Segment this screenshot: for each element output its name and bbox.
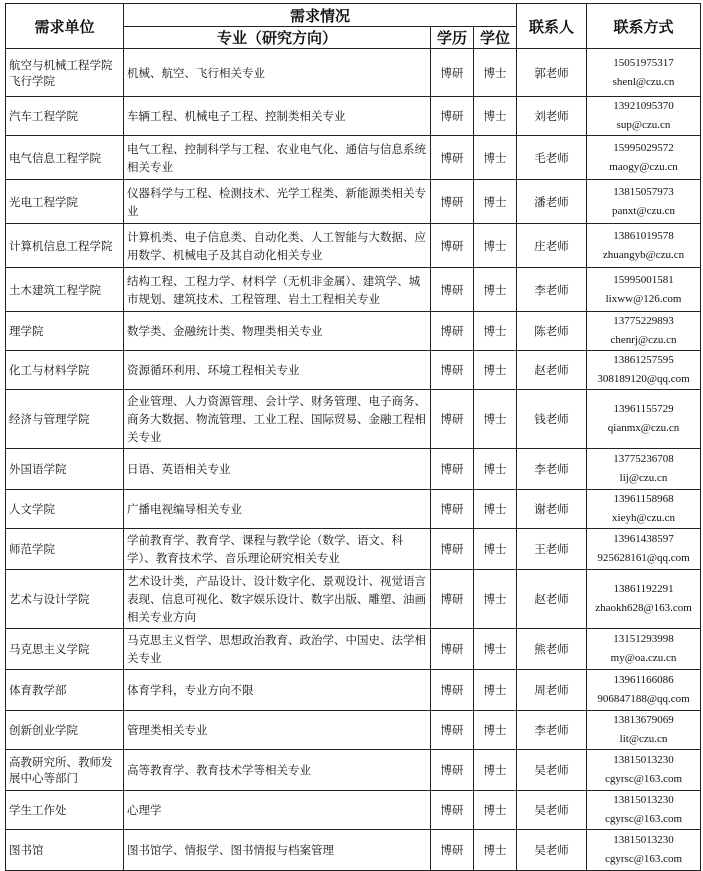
email-address: maogy@czu.cn: [609, 160, 678, 173]
degree-cell: 博士: [474, 224, 517, 268]
major-cell: 企业管理、人力资源管理、会计学、财务管理、电子商务、商务大数据、物流管理、工业工程、国际贸易、金融工程相关专业: [124, 390, 431, 449]
contact-cell: 潘老师: [517, 180, 587, 224]
major-cell: 电气工程、控制科学与工程、农业电气化、通信与信息系统相关专业: [124, 136, 431, 180]
phone-number: 13861257595: [613, 354, 674, 366]
email-address: 906847188@qq.com: [597, 693, 690, 705]
table-row: [6, 570, 701, 629]
unit-cell: 理学院: [6, 312, 124, 351]
edu-cell: 博研: [431, 351, 474, 390]
contact-method-cell: [587, 180, 701, 224]
email-address: chenrj@czu.cn: [610, 334, 677, 346]
degree-cell: 博士: [474, 351, 517, 390]
edu-cell: 博研: [431, 268, 474, 312]
phone-number: 13775236708: [613, 453, 674, 465]
phone-number: 13813679069: [613, 714, 674, 726]
table-row: [6, 268, 701, 312]
table-row: [6, 180, 701, 224]
header-contact: 联系人: [517, 4, 587, 49]
phone-number: 13961158968: [613, 493, 674, 505]
major-cell: 资源循环利用、环境工程相关专业: [124, 351, 431, 390]
email-address: qianmx@czu.cn: [607, 422, 680, 434]
recruitment-table: [5, 3, 701, 871]
table-row: [6, 390, 701, 449]
degree-cell: 博士: [474, 750, 517, 791]
contact-cell: 王老师: [517, 529, 587, 570]
table-row: [6, 670, 701, 711]
degree-cell: 博士: [474, 791, 517, 830]
contact-method-cell: [587, 490, 701, 529]
table-row: [6, 529, 701, 570]
edu-cell: 博研: [431, 180, 474, 224]
email-address: lit@czu.cn: [619, 733, 668, 745]
degree-cell: 博士: [474, 711, 517, 750]
contact-cell: 李老师: [517, 268, 587, 312]
phone-number: 13961166086: [613, 674, 674, 686]
phone-number: 13815013230: [613, 754, 674, 766]
phone-number: 15995029572: [613, 141, 674, 154]
email-address: cgyrsc@163.com: [605, 773, 683, 785]
major-cell: 管理类相关专业: [124, 711, 431, 750]
edu-cell: 博研: [431, 390, 474, 449]
phone-number: 13151293998: [613, 633, 674, 645]
major-cell: 仪器科学与工程、检测技术、光学工程类、新能源类相关专业: [124, 180, 431, 224]
edu-cell: 博研: [431, 830, 474, 871]
major-cell: 学前教育学、教育学、课程与教学论（数学、语文、科学）、教育技术学、音乐理论研究相关专业: [124, 529, 431, 570]
edu-cell: 博研: [431, 629, 474, 670]
unit-cell: 创新创业学院: [6, 711, 124, 750]
degree-cell: 博士: [474, 97, 517, 136]
table-row: [6, 449, 701, 490]
header-degree: 学位: [474, 27, 517, 49]
email-address: my@oa.czu.cn: [610, 652, 677, 664]
major-cell: 马克思主义哲学、思想政治教育、政治学、中国史、法学相关专业: [124, 629, 431, 670]
contact-method-cell: [587, 224, 701, 268]
phone-number: 13815013230: [613, 794, 674, 806]
major-cell: 机械、航空、飞行相关专业: [124, 49, 431, 97]
unit-cell: 图书馆: [6, 830, 124, 871]
degree-cell: 博士: [474, 312, 517, 351]
edu-cell: 博研: [431, 670, 474, 711]
edu-cell: 博研: [431, 750, 474, 791]
table-row: [6, 830, 701, 871]
contact-cell: 谢老师: [517, 490, 587, 529]
major-cell: 车辆工程、机械电子工程、控制类相关专业: [124, 97, 431, 136]
degree-cell: 博士: [474, 490, 517, 529]
contact-cell: 毛老师: [517, 136, 587, 180]
contact-cell: 钱老师: [517, 390, 587, 449]
unit-cell: 马克思主义学院: [6, 629, 124, 670]
table-row: [6, 136, 701, 180]
email-address: 308189120@qq.com: [597, 373, 690, 385]
unit-cell: 学生工作处: [6, 791, 124, 830]
contact-cell: 熊老师: [517, 629, 587, 670]
contact-method-cell: [587, 351, 701, 390]
degree-cell: 博士: [474, 570, 517, 629]
major-cell: 计算机类、电子信息类、自动化类、人工智能与大数据、应用数学、机械电子及其自动化相关专业: [124, 224, 431, 268]
major-cell: 数学类、金融统计类、物理类相关专业: [124, 312, 431, 351]
contact-cell: 周老师: [517, 670, 587, 711]
edu-cell: 博研: [431, 490, 474, 529]
table-row: [6, 312, 701, 351]
contact-method-cell: [587, 268, 701, 312]
table-row: [6, 224, 701, 268]
unit-cell: 汽车工程学院: [6, 97, 124, 136]
phone-number: 13775229893: [613, 315, 674, 327]
edu-cell: 博研: [431, 97, 474, 136]
phone-number: 13861019578: [613, 229, 674, 242]
table-row: [6, 791, 701, 830]
contact-method-cell: [587, 312, 701, 351]
degree-cell: 博士: [474, 49, 517, 97]
contact-method-cell: [587, 49, 701, 97]
major-cell: 高等教育学、教育技术学等相关专业: [124, 750, 431, 791]
unit-cell: 师范学院: [6, 529, 124, 570]
edu-cell: 博研: [431, 312, 474, 351]
phone-number: 13861192291: [613, 583, 674, 595]
contact-cell: 吴老师: [517, 791, 587, 830]
phone-number: 13921095370: [613, 100, 674, 112]
major-cell: 广播电视编导相关专业: [124, 490, 431, 529]
major-cell: 结构工程、工程力学、材料学（无机非金属）、建筑学、城市规划、建筑技术、工程管理、岩土工程相关专业: [124, 268, 431, 312]
degree-cell: 博士: [474, 268, 517, 312]
contact-method-cell: [587, 711, 701, 750]
phone-number: 13961438597: [613, 533, 674, 545]
header-unit: 需求单位: [6, 4, 124, 49]
contact-method-cell: [587, 390, 701, 449]
phone-number: 13815013230: [613, 834, 674, 846]
phone-number: 13815057973: [613, 185, 674, 198]
unit-cell: 计算机信息工程学院: [6, 224, 124, 268]
contact-cell: 吴老师: [517, 750, 587, 791]
degree-cell: 博士: [474, 390, 517, 449]
email-address: lixww@126.com: [605, 292, 682, 305]
email-address: xieyh@czu.cn: [612, 512, 676, 524]
email-address: shenl@czu.cn: [612, 75, 675, 88]
header-edu: 学历: [431, 27, 474, 49]
contact-cell: 李老师: [517, 449, 587, 490]
contact-method-cell: [587, 449, 701, 490]
contact-cell: 庄老师: [517, 224, 587, 268]
contact-method-cell: [587, 529, 701, 570]
contact-method-cell: [587, 97, 701, 136]
table-body: [6, 49, 701, 871]
header-demand: 需求情况: [124, 4, 517, 27]
table-row: [6, 351, 701, 390]
unit-cell: 艺术与设计学院: [6, 570, 124, 629]
edu-cell: 博研: [431, 224, 474, 268]
unit-cell: 体育教学部: [6, 670, 124, 711]
email-address: cgyrsc@163.com: [605, 853, 683, 865]
header-major: 专业（研究方向）: [124, 27, 431, 49]
contact-cell: 赵老师: [517, 351, 587, 390]
edu-cell: 博研: [431, 529, 474, 570]
table-row: [6, 49, 701, 97]
degree-cell: 博士: [474, 180, 517, 224]
edu-cell: 博研: [431, 136, 474, 180]
edu-cell: 博研: [431, 791, 474, 830]
edu-cell: 博研: [431, 49, 474, 97]
email-address: 925628161@qq.com: [597, 552, 690, 564]
major-cell: 图书馆学、情报学、图书情报与档案管理: [124, 830, 431, 871]
unit-cell: 外国语学院: [6, 449, 124, 490]
unit-cell: 电气信息工程学院: [6, 136, 124, 180]
edu-cell: 博研: [431, 570, 474, 629]
contact-method-cell: [587, 136, 701, 180]
degree-cell: 博士: [474, 670, 517, 711]
unit-cell: 化工与材料学院: [6, 351, 124, 390]
contact-method-cell: [587, 670, 701, 711]
contact-cell: 赵老师: [517, 570, 587, 629]
phone-number: 15995001581: [613, 273, 674, 286]
header-method: 联系方式: [587, 4, 701, 49]
contact-cell: 郭老师: [517, 49, 587, 97]
edu-cell: 博研: [431, 711, 474, 750]
degree-cell: 博士: [474, 629, 517, 670]
unit-cell: 光电工程学院: [6, 180, 124, 224]
contact-method-cell: [587, 791, 701, 830]
contact-cell: 陈老师: [517, 312, 587, 351]
contact-method-cell: [587, 830, 701, 871]
degree-cell: 博士: [474, 529, 517, 570]
email-address: lij@czu.cn: [619, 472, 668, 484]
phone-number: 15051975317: [613, 56, 674, 69]
table-row: [6, 629, 701, 670]
email-address: sup@czu.cn: [616, 119, 671, 131]
degree-cell: 博士: [474, 136, 517, 180]
table-row: [6, 750, 701, 791]
table-row: [6, 711, 701, 750]
contact-method-cell: [587, 629, 701, 670]
email-address: cgyrsc@163.com: [605, 813, 683, 825]
contact-cell: 刘老师: [517, 97, 587, 136]
major-cell: 日语、英语相关专业: [124, 449, 431, 490]
unit-cell: 土木建筑工程学院: [6, 268, 124, 312]
unit-cell: 航空与机械工程学院飞行学院: [6, 49, 124, 97]
degree-cell: 博士: [474, 830, 517, 871]
unit-cell: 人文学院: [6, 490, 124, 529]
contact-method-cell: [587, 750, 701, 791]
email-address: zhuangyb@czu.cn: [602, 248, 685, 261]
contact-method-cell: [587, 570, 701, 629]
phone-number: 13961155729: [613, 403, 674, 415]
table-row: [6, 97, 701, 136]
unit-cell: 经济与管理学院: [6, 390, 124, 449]
major-cell: 体育学科，专业方向不限: [124, 670, 431, 711]
unit-cell: 高教研究所、教师发展中心等部门: [6, 750, 124, 791]
major-cell: 心理学: [124, 791, 431, 830]
edu-cell: 博研: [431, 449, 474, 490]
table-row: [6, 490, 701, 529]
degree-cell: 博士: [474, 449, 517, 490]
email-address: zhaokh628@163.com: [595, 602, 692, 614]
email-address: panxt@czu.cn: [612, 204, 676, 217]
contact-cell: 李老师: [517, 711, 587, 750]
contact-cell: 吴老师: [517, 830, 587, 871]
major-cell: 艺术设计类，产品设计、设计数字化、景观设计、视觉语言表现、信息可视化、数字娱乐设计、数字出版、雕塑、油画相关专业方向: [124, 570, 431, 629]
